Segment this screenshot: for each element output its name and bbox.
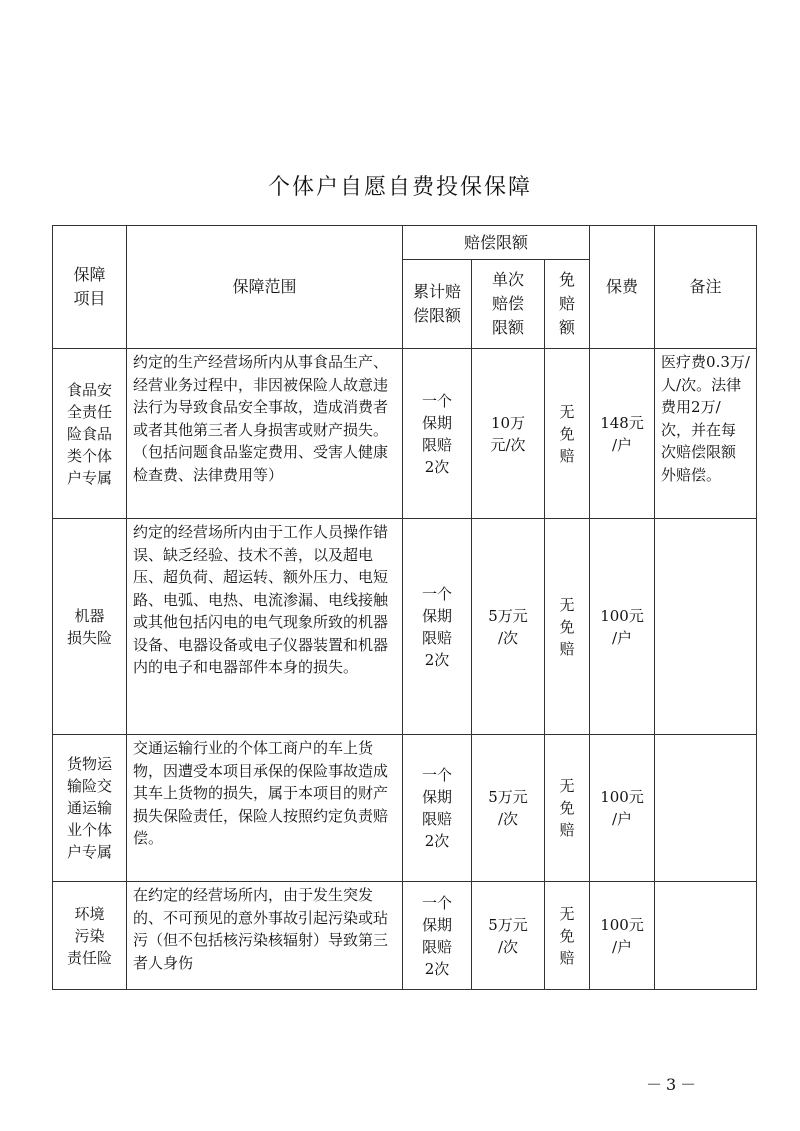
row-deductible: 无 免 赔: [545, 519, 590, 735]
row-single: 5万元 /次: [472, 519, 545, 735]
header-premium: 保费: [590, 226, 655, 349]
row-item: 食品安 全责任 险食品 类个体 户专属: [53, 349, 127, 519]
page-title: 个体户自愿自费投保保障: [267, 175, 532, 200]
header-remarks: 备注: [655, 226, 757, 349]
row-single: 5万元 /次: [472, 735, 545, 882]
row-remarks: 医疗费0.3万/人/次。法律费用2万/次，并在每次赔偿限额外赔偿。: [655, 349, 757, 519]
row-cumulative: 一个 保期 限赔 2次: [403, 735, 472, 882]
row-item: 环境 污染 责任险: [53, 882, 127, 990]
table-row: [53, 349, 757, 519]
row-deductible: 无 免 赔: [545, 735, 590, 882]
row-deductible: 无 免 赔: [545, 349, 590, 519]
table-row: [53, 519, 757, 735]
row-scope: 交通运输行业的个体工商户的车上货物，因遭受本项目承保的保险事故造成其车上货物的损失，属于本项目的财产损失保险责任，保险人按照约定负责赔偿。: [127, 735, 403, 882]
row-item: 货物运 输险交 通运输 业个体 户专属: [53, 735, 127, 882]
row-cumulative: 一个 保期 限赔 2次: [403, 519, 472, 735]
row-remarks: [655, 519, 757, 735]
row-premium: 148元 /户: [590, 349, 655, 519]
header-limit-group: 赔偿限额: [403, 226, 590, 260]
page-number: －3－: [646, 1075, 701, 1094]
header-scope: 保障范围: [127, 226, 403, 349]
header-single: 单次 赔偿 限额: [472, 260, 545, 349]
row-scope: 约定的经营场所内由于工作人员操作错误、缺乏经验、技术不善，以及超电压、超负荷、超运转、额外压力、电短路、电弧、电热、电流渗漏、电线接触或其他包括闪电的电气现象所致的机器设备、电器设备或电子仪器装置和机器内的电子和电器部件本身的损失。: [127, 519, 403, 735]
header-cumulative: 累计赔 偿限额: [403, 260, 472, 349]
row-scope: 约定的生产经营场所内从事食品生产、经营业务过程中，非因被保险人故意违法行为导致食品安全事故，造成消费者或者其他第三者人身损害或财产损失。（包括问题食品鉴定费用、受害人健康检查费、法律费用等）: [127, 349, 403, 519]
row-premium: 100元 /户: [590, 519, 655, 735]
row-single: 5万元 /次: [472, 882, 545, 990]
table-row: [53, 882, 757, 990]
row-single: 10万 元/次: [472, 349, 545, 519]
row-remarks: [655, 735, 757, 882]
row-deductible: 无 免 赔: [545, 882, 590, 990]
row-premium: 100元 /户: [590, 882, 655, 990]
row-cumulative: 一个 保期 限赔 2次: [403, 349, 472, 519]
row-item: 机器 损失险: [53, 519, 127, 735]
insurance-table: [52, 225, 757, 990]
row-scope: 在约定的经营场所内，由于发生突发的、不可预见的意外事故引起污染或玷污（但不包括核污染核辐射）导致第三者人身伤: [127, 882, 403, 990]
header-item: 保障 项目: [53, 226, 127, 349]
row-cumulative: 一个 保期 限赔 2次: [403, 882, 472, 990]
header-deductible: 免 赔 额: [545, 260, 590, 349]
table-row: [53, 735, 757, 882]
row-remarks: [655, 882, 757, 990]
row-premium: 100元 /户: [590, 735, 655, 882]
